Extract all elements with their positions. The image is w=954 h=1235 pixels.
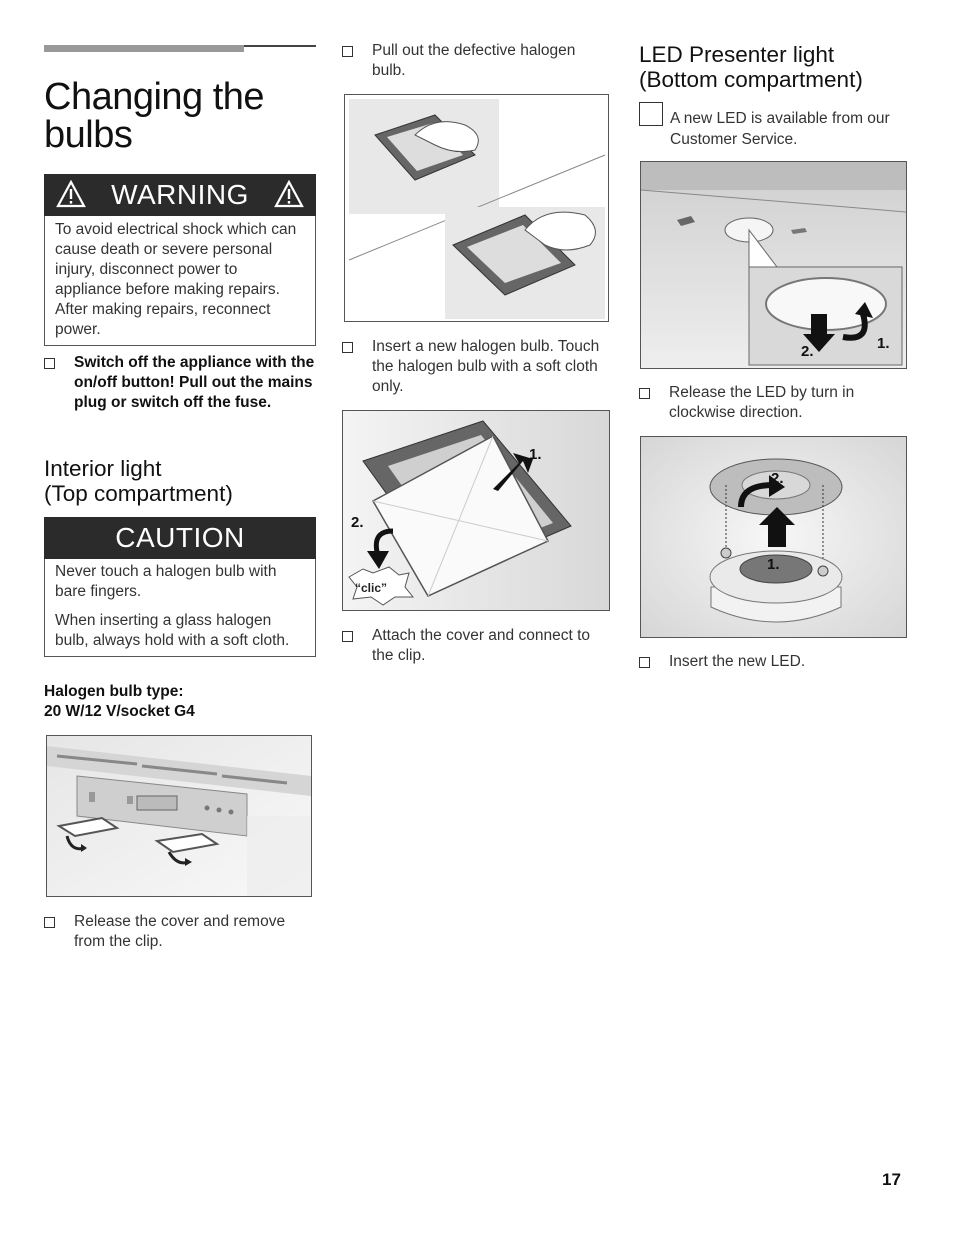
warning-banner	[44, 174, 316, 216]
appliance-ceiling-illustration	[47, 736, 311, 896]
led-heading	[639, 42, 863, 92]
figure-attach-cover	[342, 410, 610, 611]
checkbox-icon	[639, 388, 650, 399]
led-insert-illustration	[641, 437, 906, 637]
led-step-2-label: 2.	[801, 343, 814, 360]
bulb-type-label: Halogen bulb type:	[44, 683, 184, 700]
led-step-1-label: 1.	[877, 335, 890, 352]
attach-cover-illustration	[343, 411, 609, 610]
led-release-step	[639, 383, 907, 423]
warning-triangle-icon	[274, 180, 304, 208]
checkbox-icon	[342, 46, 353, 57]
caution-label: CAUTION	[115, 522, 245, 553]
attach-cover-text: Attach the cover and connect to the clip.	[372, 627, 590, 664]
note-icon	[639, 102, 663, 126]
page-title-text: Changing the bulbs	[44, 76, 265, 156]
bulb-type	[44, 682, 195, 722]
warning-label: WARNING	[111, 179, 249, 210]
checkbox-icon	[342, 631, 353, 642]
interior-heading-line2: (Top compartment)	[44, 481, 233, 506]
caution-banner	[44, 517, 316, 559]
clic-label: “clic”	[355, 581, 388, 595]
led-insert-text: Insert the new LED.	[669, 653, 806, 670]
bulb-type-value: 20 W/12 V/socket G4	[44, 703, 195, 720]
interior-heading	[44, 456, 233, 506]
caution-text-1: Never touch a halogen bulb with bare fingers.	[55, 563, 277, 600]
checkbox-icon	[639, 657, 650, 668]
warning-box	[44, 216, 316, 346]
caution-text-2: When inserting a glass halogen bulb, always hold with a soft cloth.	[55, 612, 290, 649]
checkbox-icon	[44, 358, 55, 369]
checkbox-icon	[342, 342, 353, 353]
warning-text: To avoid electrical shock which can cause death or severe personal injury, disconnect power to appliance before making repairs. After making repairs, reconnect power.	[55, 221, 297, 338]
page-title	[44, 78, 294, 154]
figure-led-insert	[640, 436, 907, 638]
insert-bulb-text: Insert a new halogen bulb. Touch the halogen bulb with a soft cloth only.	[372, 338, 600, 395]
led-release-illustration	[641, 162, 906, 368]
release-cover-step	[44, 912, 316, 952]
led-heading-line2: (Bottom compartment)	[639, 67, 863, 92]
insert-bulb-step	[342, 337, 610, 397]
warning-triangle-icon	[56, 180, 86, 208]
led-insert-step-2-label: 2.	[771, 470, 784, 487]
step-2-label: 2.	[351, 514, 364, 531]
checkbox-icon	[44, 917, 55, 928]
pull-out-step	[342, 41, 610, 81]
step-1-label: 1.	[529, 446, 542, 463]
switch-off-text: Switch off the appliance with the on/off button! Pull out the mains plug or switch off the fuse.	[74, 354, 315, 411]
interior-heading-line1: Interior light	[44, 456, 162, 481]
led-release-text: Release the LED by turn in clockwise direction.	[669, 384, 855, 421]
led-note: A new LED is available from our Customer Service.	[670, 110, 890, 148]
pull-out-text: Pull out the defective halogen bulb.	[372, 42, 576, 79]
attach-cover-step	[342, 626, 610, 666]
caution-box	[44, 559, 316, 657]
figure-pull-out-bulb	[344, 94, 609, 322]
led-insert-step	[639, 652, 907, 672]
figure-led-release	[640, 161, 907, 369]
led-insert-step-1-label: 1.	[767, 556, 780, 573]
pull-out-bulb-illustration	[345, 95, 608, 321]
figure-appliance-ceiling	[46, 735, 312, 897]
led-heading-line1: LED Presenter light	[639, 42, 835, 67]
release-cover-text: Release the cover and remove from the clip.	[74, 913, 286, 950]
switch-off-step	[44, 353, 316, 413]
header-rule-accent	[44, 45, 244, 52]
page-number: 17	[882, 1170, 901, 1189]
